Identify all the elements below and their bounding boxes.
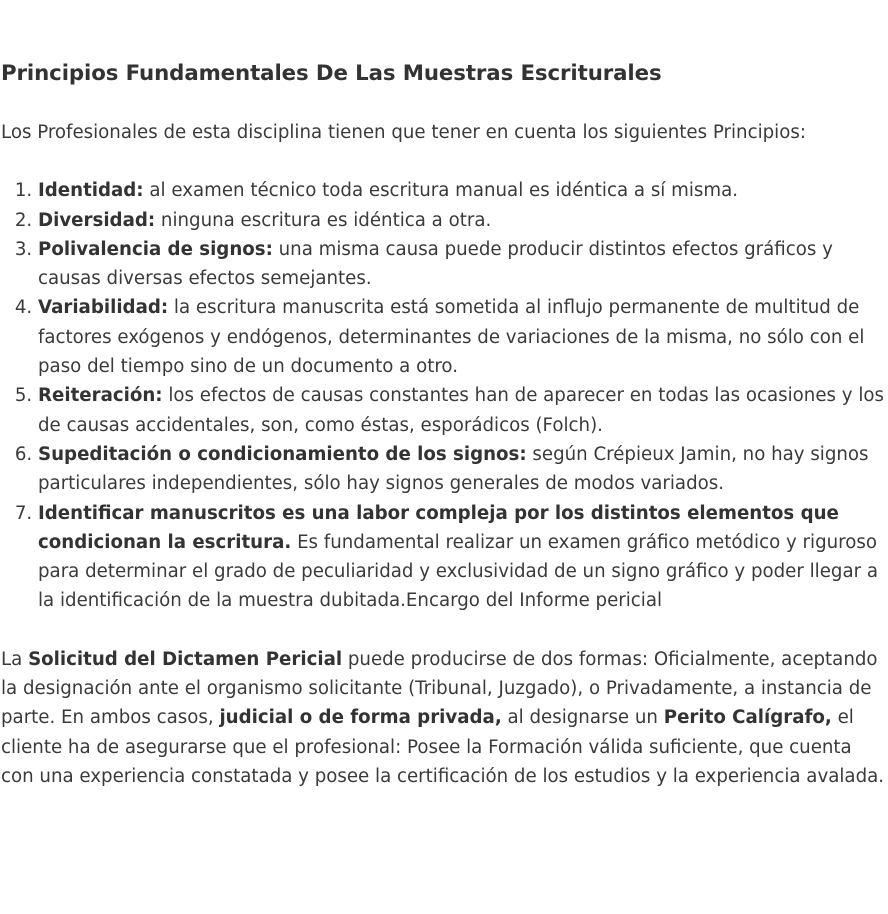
principle-item-identificar [38,499,886,616]
principle-term: Variabilidad: [38,297,169,319]
closing-paragraph [1,645,886,791]
closing-text: el cliente ha de asegurarse que el profesional: Posee la Formación válida suficiente, que cuenta con una experiencia constatada y posee la certificación de los estudios y la experiencia avalada. [1,707,885,787]
principle-text: una misma causa puede producir distintos efectos gráficos y causas diversas efectos semejantes. [38,238,833,290]
closing-bold-solicitud: Solicitud del Dictamen Pericial [28,648,343,670]
principle-text: Es fundamental realizar un examen gráfico metódico y riguroso para determinar el grado de peculiaridad y exclusividad de un signo gráfico y poder llegar a la identificación de la muestra dubitada.Encargo del Informe pericial [38,531,879,612]
principle-text: ninguna escritura es idéntica a otra. [155,209,492,231]
principles-list [1,176,886,615]
principle-text: la escritura manuscrita está sometida al influjo permanente de multitud de factores exógenos y endógenos, determinantes de variaciones de la misma, no sólo con el paso del tiempo sino de un documento a otro. [38,297,865,378]
principle-text: al examen técnico toda escritura manual es idéntica a sí misma. [143,180,739,202]
article-heading: Principios Fundamentales De Las Muestras Escriturales [1,61,662,86]
principle-term: Diversidad: [38,209,156,231]
principle-item-reiteracion [38,381,886,440]
principle-item-diversidad [38,206,886,235]
principle-item-variabilidad [38,293,886,381]
intro-paragraph: Los Profesionales de esta disciplina tienen que tener en cuenta los siguientes Principios: [1,122,806,143]
principle-term: Identificar manuscritos es una labor compleja por los distintos elementos que condicionan la escritura. [38,502,839,553]
principle-term: Identidad: [38,180,144,202]
closing-text: al designarse un [501,707,664,729]
principle-term: Supeditación o condicionamiento de los signos: [38,443,527,465]
principle-item-identidad [38,176,886,205]
principle-text: los efectos de causas constantes han de aparecer en todas las ocasiones y los de causas accidentales, son, como éstas, esporádicos (Folch). [38,385,884,436]
closing-text: puede producirse de dos formas: Oficialmente, aceptando la designación ante el organismo solicitante (Tribunal, Juzgado), o Privadamente, a instancia de parte. En ambos casos, [1,648,878,729]
principle-text: según Crépieux Jamin, no hay signos particulares independientes, sólo hay signos generales de modos variados. [38,443,869,495]
principle-term: Polivalencia de signos: [38,238,273,260]
principle-item-polivalencia [38,235,886,294]
closing-bold-judicial: judicial o de forma privada, [219,707,502,729]
principle-item-supeditacion [38,440,886,499]
principle-term: Reiteración: [38,385,163,407]
closing-bold-perito: Perito Calígrafo, [663,707,832,729]
closing-text: La [1,648,29,670]
